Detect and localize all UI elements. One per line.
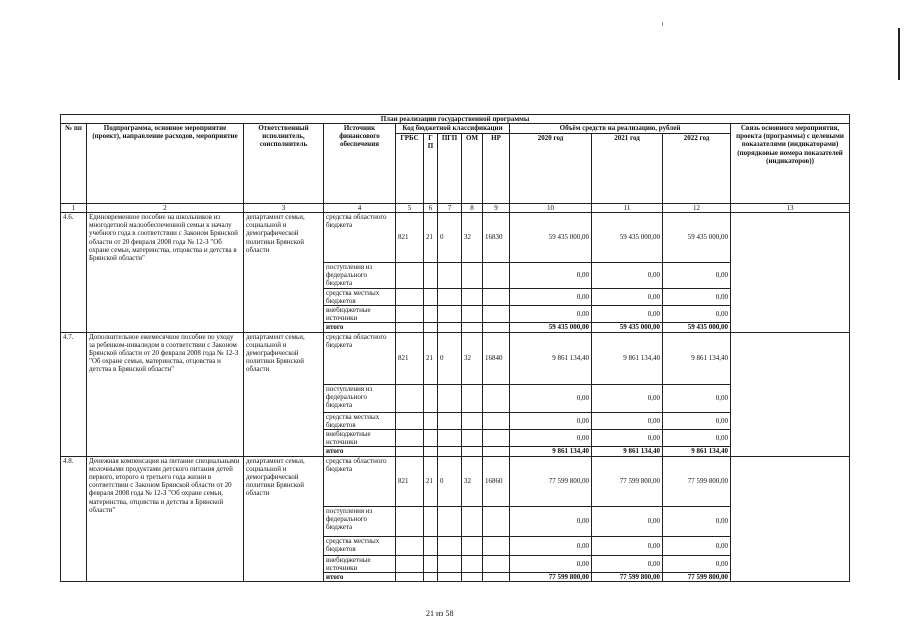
empty-code-cell xyxy=(462,536,483,555)
funding-value-2020: 0,00 xyxy=(510,412,592,429)
item-value-2021: 9 861 134,40 xyxy=(592,332,663,384)
header-2020: 2020 год xyxy=(510,134,592,204)
item-value-2022: 9 861 134,40 xyxy=(663,332,731,384)
item-row xyxy=(61,332,850,384)
funding-value-2020: 0,00 xyxy=(510,536,592,555)
item-link-cell xyxy=(731,332,850,456)
empty-code-cell xyxy=(438,555,462,572)
funding-value-2021: 0,00 xyxy=(592,288,663,305)
funding-source-label: средства местных бюджетов xyxy=(324,412,396,429)
empty-code-cell xyxy=(424,430,438,447)
header-gp: ГП xyxy=(424,134,438,204)
header-budget-code: Код бюджетной классификации xyxy=(396,124,510,134)
empty-code-cell xyxy=(438,263,462,289)
empty-code-cell xyxy=(438,288,462,305)
item-code-nr: 16830 xyxy=(483,213,510,263)
header-nr: НР xyxy=(483,134,510,204)
header-name: Подпрограмма, основное мероприятие (проект), направление расходов, мероприятие xyxy=(87,124,244,204)
empty-code-cell xyxy=(483,412,510,429)
funding-value-2022: 0,00 xyxy=(663,288,731,305)
item-code-om: 32 xyxy=(462,456,483,506)
empty-code-cell xyxy=(438,430,462,447)
empty-code-cell xyxy=(396,384,424,412)
item-code-pgp: 0 xyxy=(438,456,462,506)
empty-code-cell xyxy=(462,306,483,323)
empty-code-cell xyxy=(483,555,510,572)
empty-code-cell xyxy=(396,573,424,582)
item-row xyxy=(61,456,850,506)
funding-value-2021: 0,00 xyxy=(592,412,663,429)
header-source: Источник финансового обеспечения xyxy=(324,124,396,204)
column-number: 9 xyxy=(483,204,510,213)
empty-code-cell xyxy=(483,573,510,582)
empty-code-cell xyxy=(424,447,438,456)
empty-code-cell xyxy=(438,323,462,332)
item-main-source: средства областного бюджета xyxy=(324,456,396,506)
funding-value-2020: 0,00 xyxy=(510,430,592,447)
empty-code-cell xyxy=(424,323,438,332)
funding-value-2022: 0,00 xyxy=(663,412,731,429)
empty-code-cell xyxy=(438,506,462,536)
item-code-om: 32 xyxy=(462,213,483,263)
total-label: итого xyxy=(324,573,396,582)
item-code-om: 32 xyxy=(462,332,483,384)
item-main-source: средства областного бюджета xyxy=(324,213,396,263)
empty-code-cell xyxy=(462,430,483,447)
funding-value-2020: 0,00 xyxy=(510,555,592,572)
funding-value-2020: 0,00 xyxy=(510,384,592,412)
item-name: Денежная компенсация на питание специальными молочными продуктами детского питания детей первого, второго и третьего года жизни в соответствии с Законом Брянской области от 20 февраля 2008 года № 12-З "Об охране семьи, материнства, отцовства и детства в Брянской области" xyxy=(87,456,244,582)
column-number: 5 xyxy=(396,204,424,213)
funding-value-2021: 0,00 xyxy=(592,263,663,289)
item-number: 4.7. xyxy=(61,332,87,456)
empty-code-cell xyxy=(424,536,438,555)
total-value-2021: 9 861 134,40 xyxy=(592,447,663,456)
header-grbs: ГРБС xyxy=(396,134,424,204)
empty-code-cell xyxy=(438,573,462,582)
funding-value-2022: 0,00 xyxy=(663,430,731,447)
empty-code-cell xyxy=(483,263,510,289)
funding-source-label: внебюджетные источники xyxy=(324,306,396,323)
item-number: 4.6. xyxy=(61,213,87,333)
item-code-grbs: 821 xyxy=(396,332,424,384)
empty-code-cell xyxy=(396,306,424,323)
empty-code-cell xyxy=(462,412,483,429)
empty-code-cell xyxy=(396,263,424,289)
column-number: 1 xyxy=(61,204,87,213)
header-volume: Объём средств на реализацию, рублей xyxy=(510,124,731,134)
empty-code-cell xyxy=(396,447,424,456)
funding-value-2021: 0,00 xyxy=(592,536,663,555)
column-number: 7 xyxy=(438,204,462,213)
column-number: 12 xyxy=(663,204,731,213)
empty-code-cell xyxy=(438,412,462,429)
empty-code-cell xyxy=(396,288,424,305)
empty-code-cell xyxy=(424,288,438,305)
total-value-2022: 77 599 800,00 xyxy=(663,573,731,582)
empty-code-cell xyxy=(483,506,510,536)
header-responsible: Ответственный исполнитель, соисполнитель xyxy=(244,124,324,204)
empty-code-cell xyxy=(483,323,510,332)
page-number: 21 из 58 xyxy=(426,609,454,618)
empty-code-cell xyxy=(424,306,438,323)
funding-source-label: поступления из федерального бюджета xyxy=(324,384,396,412)
funding-value-2020: 0,00 xyxy=(510,288,592,305)
table-title: План реализации государственной программы xyxy=(61,115,850,124)
funding-value-2021: 0,00 xyxy=(592,555,663,572)
item-main-source: средства областного бюджета xyxy=(324,332,396,384)
item-code-grbs: 821 xyxy=(396,213,424,263)
total-label: итого xyxy=(324,323,396,332)
item-value-2020: 9 861 134,40 xyxy=(510,332,592,384)
total-value-2021: 59 435 000,00 xyxy=(592,323,663,332)
empty-code-cell xyxy=(424,263,438,289)
empty-code-cell xyxy=(424,506,438,536)
empty-code-cell xyxy=(424,384,438,412)
total-label: итого xyxy=(324,447,396,456)
item-responsible: департамент семьи, социальной и демографической политики Брянской области xyxy=(244,456,324,582)
item-code-nr: 16860 xyxy=(483,456,510,506)
empty-code-cell xyxy=(396,430,424,447)
funding-value-2021: 0,00 xyxy=(592,306,663,323)
funding-value-2021: 0,00 xyxy=(592,430,663,447)
item-value-2021: 59 435 000,00 xyxy=(592,213,663,263)
empty-code-cell xyxy=(462,555,483,572)
header-num: № пп xyxy=(61,124,87,204)
empty-code-cell xyxy=(483,447,510,456)
empty-code-cell xyxy=(483,288,510,305)
empty-code-cell xyxy=(396,323,424,332)
empty-code-cell xyxy=(462,506,483,536)
header-link: Связь основного мероприятия, проекта (программы) с целевыми показателями (индикаторами) (порядковые номера показателей (индикаторов)) xyxy=(731,124,850,204)
column-number: 6 xyxy=(424,204,438,213)
column-number: 3 xyxy=(244,204,324,213)
total-value-2022: 59 435 000,00 xyxy=(663,323,731,332)
empty-code-cell xyxy=(483,536,510,555)
funding-value-2022: 0,00 xyxy=(663,306,731,323)
item-number: 4.8. xyxy=(61,456,87,582)
header-2022: 2022 год xyxy=(663,134,731,204)
column-number-row xyxy=(61,204,850,213)
empty-code-cell xyxy=(438,384,462,412)
total-value-2022: 9 861 134,40 xyxy=(663,447,731,456)
item-code-pgp: 0 xyxy=(438,213,462,263)
funding-value-2020: 0,00 xyxy=(510,263,592,289)
item-code-gp: 21 xyxy=(424,213,438,263)
item-name: Дополнительное ежемесячное пособие по уходу за ребенком-инвалидом в соответствии с Законом Брянской области от 20 февраля 2008 года № 12-З "Об охране семьи, материнства, отцовства и детства в Брянской области" xyxy=(87,332,244,456)
empty-code-cell xyxy=(462,323,483,332)
empty-code-cell xyxy=(462,263,483,289)
empty-code-cell xyxy=(462,288,483,305)
header-pgp: ПГП xyxy=(438,134,462,204)
scan-edge-mark xyxy=(898,28,900,80)
column-number: 2 xyxy=(87,204,244,213)
empty-code-cell xyxy=(424,555,438,572)
empty-code-cell xyxy=(462,573,483,582)
item-responsible: департамент семьи, социальной и демографической политики Брянской области xyxy=(244,332,324,456)
header-om: ОМ xyxy=(462,134,483,204)
item-value-2020: 59 435 000,00 xyxy=(510,213,592,263)
funding-value-2022: 0,00 xyxy=(663,536,731,555)
funding-value-2021: 0,00 xyxy=(592,506,663,536)
empty-code-cell xyxy=(396,506,424,536)
column-number: 13 xyxy=(731,204,850,213)
item-code-gp: 21 xyxy=(424,332,438,384)
empty-code-cell xyxy=(462,447,483,456)
column-number: 11 xyxy=(592,204,663,213)
empty-code-cell xyxy=(483,430,510,447)
empty-code-cell xyxy=(438,536,462,555)
total-value-2021: 77 599 800,00 xyxy=(592,573,663,582)
item-value-2022: 77 599 800,00 xyxy=(663,456,731,506)
empty-code-cell xyxy=(462,384,483,412)
item-value-2021: 77 599 800,00 xyxy=(592,456,663,506)
funding-value-2020: 0,00 xyxy=(510,506,592,536)
funding-source-label: внебюджетные источники xyxy=(324,430,396,447)
item-code-pgp: 0 xyxy=(438,332,462,384)
total-value-2020: 59 435 000,00 xyxy=(510,323,592,332)
funding-value-2021: 0,00 xyxy=(592,384,663,412)
item-value-2020: 77 599 800,00 xyxy=(510,456,592,506)
column-number: 10 xyxy=(510,204,592,213)
funding-value-2022: 0,00 xyxy=(663,263,731,289)
total-value-2020: 77 599 800,00 xyxy=(510,573,592,582)
empty-code-cell xyxy=(424,573,438,582)
empty-code-cell xyxy=(483,306,510,323)
empty-code-cell xyxy=(483,384,510,412)
empty-code-cell xyxy=(396,412,424,429)
item-code-grbs: 821 xyxy=(396,456,424,506)
empty-code-cell xyxy=(438,447,462,456)
empty-code-cell xyxy=(396,555,424,572)
empty-code-cell xyxy=(424,412,438,429)
column-number: 8 xyxy=(462,204,483,213)
funding-source-label: средства местных бюджетов xyxy=(324,288,396,305)
funding-source-label: средства местных бюджетов xyxy=(324,536,396,555)
item-name: Единовременное пособие на школьников из многодетной малообеспеченной семьи к началу учебного года в соответствии с Законом Брянской области от 20 февраля 2008 года № 12-З "Об охране семьи, материнства, отцовства и детства в Брянской области" xyxy=(87,213,244,333)
funding-value-2022: 0,00 xyxy=(663,506,731,536)
item-code-nr: 16840 xyxy=(483,332,510,384)
item-responsible: департамент семьи, социальной и демографической политики Брянской области xyxy=(244,213,324,333)
empty-code-cell xyxy=(396,536,424,555)
header-2021: 2021 год xyxy=(592,134,663,204)
column-number: 4 xyxy=(324,204,396,213)
item-value-2022: 59 435 000,00 xyxy=(663,213,731,263)
item-link-cell xyxy=(731,456,850,582)
scan-tick-mark xyxy=(662,22,663,26)
item-row xyxy=(61,213,850,263)
total-value-2020: 9 861 134,40 xyxy=(510,447,592,456)
item-link-cell xyxy=(731,213,850,333)
item-code-gp: 21 xyxy=(424,456,438,506)
funding-value-2022: 0,00 xyxy=(663,384,731,412)
funding-source-label: поступления из федерального бюджета xyxy=(324,506,396,536)
funding-value-2020: 0,00 xyxy=(510,306,592,323)
program-plan-table xyxy=(60,114,850,582)
funding-value-2022: 0,00 xyxy=(663,555,731,572)
empty-code-cell xyxy=(438,306,462,323)
funding-source-label: внебюджетные источники xyxy=(324,555,396,572)
funding-source-label: поступления из федерального бюджета xyxy=(324,263,396,289)
